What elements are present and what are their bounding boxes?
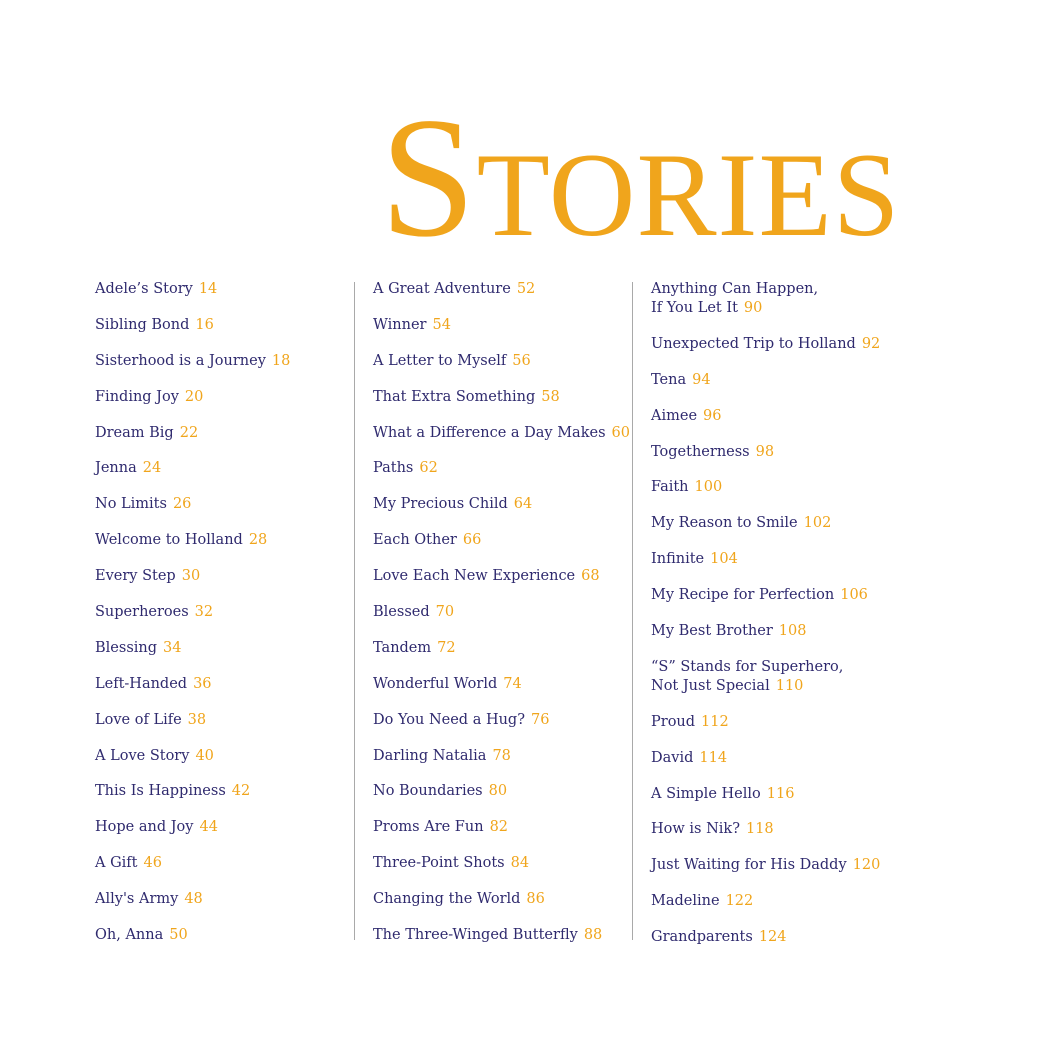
toc-entry [373,388,628,424]
page-number: 28 [248,532,268,549]
toc-entry [373,782,628,818]
story-title: Love of Life [95,711,182,728]
column-divider [632,282,633,940]
page-number: 98 [755,443,775,460]
story-title: My Precious Child [373,496,508,513]
story-title: Darling Natalia [373,747,487,764]
toc-entry [95,890,345,926]
story-title: Proud [651,713,696,730]
page-number: 94 [692,371,711,388]
page-number: 40 [195,747,214,764]
story-title: Sibling Bond [95,316,190,333]
toc-entry [373,531,628,567]
toc-entry [651,550,921,586]
story-title: Aimee [651,407,698,424]
story-title: Blessing [95,639,158,656]
toc-entry [373,424,628,460]
page-number: 80 [488,783,508,800]
page-number: 54 [432,316,451,333]
page-number: 22 [179,424,199,441]
toc-entry [651,514,921,550]
toc-entry [373,603,628,639]
toc-entry [95,675,345,711]
toc-entry [95,495,345,531]
stories-column-3 [651,280,921,964]
toc-entry [95,818,345,854]
story-title: Superheroes [95,604,189,621]
page-number: 100 [694,479,723,496]
story-title: Blessed [373,604,430,621]
page-number: 116 [766,785,795,802]
story-title: Just Waiting for His Daddy [651,857,847,874]
column-divider [354,282,355,940]
story-title: Do You Need a Hug? [373,711,525,728]
story-title: My Best Brother [651,623,773,640]
story-title: How is Nik? [651,821,740,838]
story-title: Love Each New Experience [373,568,576,585]
story-title: Not Just Special [651,677,770,694]
toc-entry [95,459,345,495]
page-number: 50 [169,927,188,944]
story-title-line-1: “S” Stands for Superhero, [651,658,844,675]
story-title: Tandem [373,639,432,656]
page-number: 34 [163,639,182,656]
page-number: 118 [745,821,774,838]
story-title: Every Step [95,568,176,585]
story-title: Paths [373,460,414,477]
story-title: The Three-Winged Butterfly [373,927,578,944]
page-number: 84 [510,855,530,872]
page-number: 46 [143,855,162,872]
toc-entry [95,567,345,603]
toc-entry [651,749,921,785]
page-number: 16 [195,316,214,333]
page-number: 102 [803,515,832,532]
story-title: Madeline [651,893,720,910]
page-number: 52 [516,281,536,297]
story-title: Finding Joy [95,388,179,405]
page-number: 110 [775,677,804,694]
toc-entry [373,675,628,711]
toc-entry [95,424,345,460]
page-number: 86 [526,891,545,908]
story-title: My Reason to Smile [651,515,798,532]
toc-entry [651,280,921,335]
stories-column-2 [373,280,628,962]
story-title: Ally's Army [95,891,179,908]
story-title: A Gift [95,855,138,872]
toc-entry [373,280,628,316]
story-title: If You Let It [651,300,738,316]
toc-entry [95,316,345,352]
page-title: Stories [380,83,901,273]
story-title: Tena [651,371,687,388]
story-title: Welcome to Holland [95,532,243,549]
toc-entry [373,747,628,783]
story-title: No Limits [95,496,167,513]
toc-entry [373,459,628,495]
toc-entry [95,531,345,567]
stories-column-1 [95,280,345,962]
page-number: 20 [184,388,204,405]
page-number: 108 [778,623,807,640]
toc-entry [651,443,921,479]
page-number: 36 [193,675,212,692]
page-number: 62 [419,460,438,477]
toc-entry [373,316,628,352]
toc-entry [373,926,628,962]
page-number: 106 [840,587,868,604]
page-number: 48 [184,891,203,908]
story-title: What a Difference a Day Makes [373,424,606,441]
story-title: David [651,749,694,766]
story-title: Grandparents [651,929,753,946]
toc-entry [651,658,921,713]
toc-entry [373,639,628,675]
page-number: 60 [611,424,630,441]
story-title: This Is Happiness [95,783,226,800]
page-number: 122 [725,893,754,910]
story-title: A Letter to Myself [373,352,507,369]
toc-entry [651,785,921,821]
page-number: 56 [512,352,531,369]
toc-entry [95,926,345,962]
page-number: 120 [852,857,881,874]
story-title: That Extra Something [373,388,536,405]
story-title: Jenna [95,460,137,477]
page-number: 44 [199,819,218,836]
page-number: 72 [437,639,456,656]
story-title: Togetherness [651,443,750,460]
toc-entry [95,854,345,890]
story-title: Left-Handed [95,675,188,692]
toc-entry [651,856,921,892]
toc-entry [651,928,921,964]
page-number: 42 [231,783,251,800]
page-number: 114 [699,749,728,766]
toc-entry [95,352,345,388]
toc-entry [651,407,921,443]
story-title: A Love Story [95,747,190,764]
toc-entry [95,603,345,639]
page-number: 64 [513,496,533,513]
story-title: A Simple Hello [651,785,761,802]
page-number: 24 [142,460,162,477]
story-title: Sisterhood is a Journey [95,352,266,369]
page-number: 68 [581,568,600,585]
toc-entry [651,335,921,371]
toc-entry [95,388,345,424]
story-title: Adele’s Story [95,281,193,297]
page-number: 112 [701,713,729,730]
story-title: Oh, Anna [95,927,164,944]
page-number: 74 [503,675,522,692]
story-title: Unexpected Trip to Holland [651,335,856,352]
story-title: Wonderful World [373,675,498,692]
story-title: Proms Are Fun [373,819,484,836]
page-number: 58 [541,388,560,405]
page-number: 14 [198,281,218,297]
toc-entry [651,713,921,749]
toc-entry [651,371,921,407]
toc-entry [651,820,921,856]
toc-entry [651,622,921,658]
page-number: 32 [194,604,214,621]
story-title: My Recipe for Perfection [651,587,835,604]
page-number: 92 [861,335,881,352]
story-title: No Boundaries [373,783,483,800]
page-number: 78 [492,747,511,764]
toc-entry [373,352,628,388]
page-number: 38 [187,711,207,728]
toc-entry [95,639,345,675]
story-title-line-1: Anything Can Happen, [651,281,819,297]
story-title: Winner [373,316,427,333]
page-number: 76 [531,711,550,728]
page-number: 70 [435,604,455,621]
toc-entry [651,892,921,928]
toc-entry [373,890,628,926]
story-title: Faith [651,479,689,496]
toc-entry [95,711,345,747]
story-title: Hope and Joy [95,819,194,836]
page-number: 88 [583,927,603,944]
toc-entry [651,586,921,622]
page-number: 104 [710,551,738,568]
page-number: 124 [758,929,787,946]
toc-entry [373,711,628,747]
toc-entry [373,495,628,531]
story-title: Dream Big [95,424,174,441]
page-number: 30 [181,568,201,585]
page-number: 96 [703,407,722,424]
story-title: A Great Adventure [373,281,511,297]
page-number: 26 [172,496,192,513]
toc-entry [95,747,345,783]
page-number: 66 [462,532,482,549]
toc-entry [373,567,628,603]
story-title: Each Other [373,532,457,549]
story-title: Changing the World [373,891,521,908]
page-number: 90 [743,300,763,316]
story-title: Infinite [651,551,705,568]
toc-entry [95,782,345,818]
toc-entry [373,818,628,854]
story-title: Three-Point Shots [373,855,505,872]
toc-entry [651,478,921,514]
page-number: 82 [489,819,509,836]
toc-entry [95,280,345,316]
toc-entry [373,854,628,890]
page-number: 18 [271,352,291,369]
